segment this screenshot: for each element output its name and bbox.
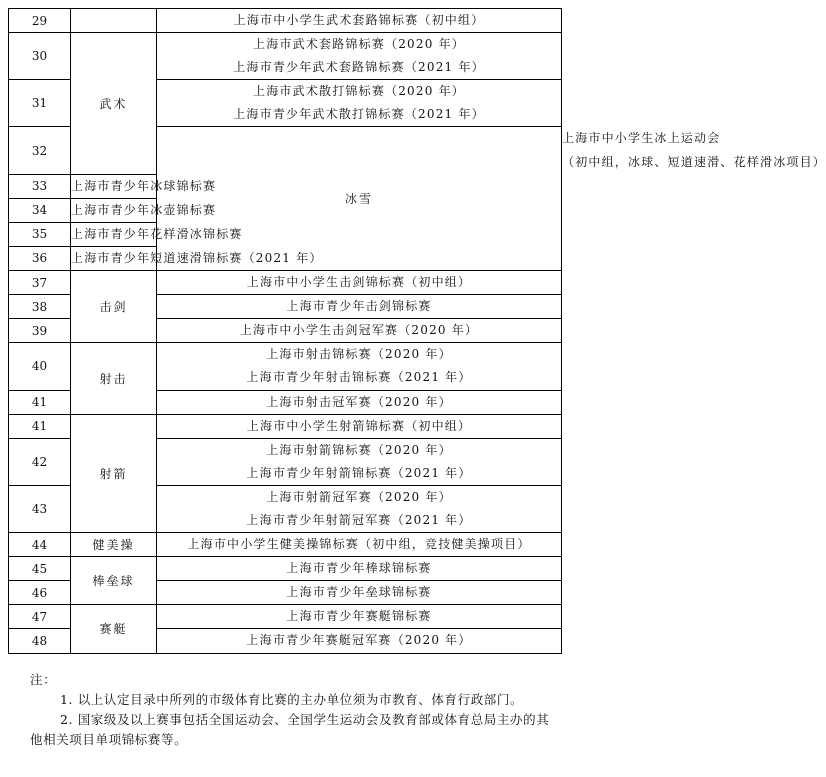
competition-name: 上海市射箭锦标赛（2020 年） <box>266 442 452 457</box>
row-number: 45 <box>9 557 71 581</box>
competition-name-cell <box>157 295 562 319</box>
row-number: 37 <box>9 271 71 295</box>
competition-name: 上海市青少年击剑锦标赛 <box>286 299 432 314</box>
competition-name: 上海市中小学生击剑锦标赛（初中组） <box>246 275 472 290</box>
competition-name-cell <box>157 533 562 557</box>
row-number: 42 <box>9 438 71 485</box>
row-number: 36 <box>9 246 71 270</box>
competition-name: 上海市青少年赛艇冠军赛（2020 年） <box>246 633 472 648</box>
competition-name-cell <box>157 581 562 605</box>
competition-name: 上海市青少年赛艇锦标赛 <box>286 609 432 624</box>
competition-name-cell <box>157 557 562 581</box>
row-number: 44 <box>9 533 71 557</box>
row-number: 41 <box>9 390 71 414</box>
competition-name-cell <box>157 485 562 532</box>
row-number: 41 <box>9 414 71 438</box>
row-number: 29 <box>9 9 71 33</box>
notes-section <box>30 670 555 750</box>
row-number: 33 <box>9 174 71 198</box>
table-row <box>9 533 562 557</box>
competition-name: 上海市青少年射箭冠军赛（2021 年） <box>246 512 472 527</box>
competition-name-cell <box>157 271 562 295</box>
table-row <box>9 557 562 581</box>
competition-name: 上海市青少年射箭锦标赛（2021 年） <box>246 465 472 480</box>
row-number: 30 <box>9 33 71 80</box>
sport-project: 冰雪 <box>157 127 562 271</box>
sport-project: 击剑 <box>71 271 157 343</box>
sport-project: 武术 <box>71 33 157 175</box>
row-number: 35 <box>9 222 71 246</box>
note-item-2: 2. 国家级及以上赛事包括全国运动会、全国学生运动会及教育部或体育总局主办的其他相关项目单项锦标赛等。 <box>30 712 550 747</box>
competition-name-cell <box>157 343 562 390</box>
competition-name-cell <box>157 9 562 33</box>
sport-project: 射击 <box>71 343 157 414</box>
competition-table-body <box>9 9 826 654</box>
table-row <box>9 33 562 80</box>
competition-name: 上海市射箭冠军赛（2020 年） <box>266 489 452 504</box>
competition-name-cell <box>157 438 562 485</box>
table-row: 32 冰雪 上海市中小学生冰上运动会 （初中组，冰球、短道速滑、花样滑冰项目） <box>9 127 562 174</box>
table-row <box>9 271 562 295</box>
competition-name-cell <box>157 605 562 629</box>
competition-name: 上海市中小学生武术套路锦标赛（初中组） <box>233 13 485 27</box>
competition-name: 上海市射击锦标赛（2020 年） <box>266 347 452 362</box>
competition-name: 上海市中小学生健美操锦标赛（初中组，竞技健美操项目） <box>187 537 531 552</box>
competition-name-cell <box>71 174 217 198</box>
competition-name-cell <box>157 319 562 343</box>
row-number: 47 <box>9 605 71 629</box>
notes-heading: 注： <box>30 672 57 687</box>
competition-name: 上海市青少年冰球锦标赛 <box>71 178 217 193</box>
competition-name: 上海市武术套路锦标赛（2020 年） <box>253 37 465 52</box>
row-number: 31 <box>9 80 71 127</box>
competition-name: 上海市青少年短道速滑锦标赛（2021 年） <box>71 250 323 265</box>
competition-table <box>8 8 826 654</box>
competition-name-cell <box>71 246 323 270</box>
row-number: 32 <box>9 127 71 174</box>
competition-name-cell <box>157 390 562 414</box>
sport-project: 健美操 <box>71 533 157 557</box>
competition-name: 上海市武术散打锦标赛（2020 年） <box>253 84 465 99</box>
sport-project-empty <box>71 9 157 33</box>
competition-name-cell <box>157 33 562 80</box>
competition-name: 上海市青少年武术套路锦标赛（2021 年） <box>233 60 485 75</box>
competition-name-cell <box>71 198 217 222</box>
competition-name-cell <box>157 414 562 438</box>
competition-name: 上海市青少年花样滑冰锦标赛 <box>71 226 243 241</box>
sport-project: 赛艇 <box>71 605 157 653</box>
note-item-1: 1. 以上认定目录中所列的市级体育比赛的主办单位须为市教育、体育行政部门。 <box>60 692 524 707</box>
competition-name: 上海市青少年冰壶锦标赛 <box>71 202 217 217</box>
sport-project: 射箭 <box>71 414 157 532</box>
competition-name: 上海市中小学生射箭锦标赛（初中组） <box>246 418 472 433</box>
competition-name-cell <box>157 80 562 127</box>
row-number: 34 <box>9 198 71 222</box>
table-row <box>9 9 562 33</box>
row-number: 38 <box>9 295 71 319</box>
competition-name: 上海市青少年垒球锦标赛 <box>286 585 432 600</box>
competition-name: 上海市青少年武术散打锦标赛（2021 年） <box>233 107 485 122</box>
row-number: 48 <box>9 629 71 653</box>
sport-project: 棒垒球 <box>71 557 157 605</box>
row-number: 39 <box>9 319 71 343</box>
table-row <box>9 414 562 438</box>
competition-name: 上海市射击冠军赛（2020 年） <box>266 394 452 409</box>
table-row <box>9 343 562 390</box>
table-row <box>9 605 562 629</box>
competition-name: 上海市青少年射击锦标赛（2021 年） <box>246 370 472 385</box>
row-number: 40 <box>9 343 71 390</box>
competition-name: 上海市中小学生击剑冠军赛（2020 年） <box>239 323 479 338</box>
competition-name-cell <box>71 222 243 246</box>
row-number: 46 <box>9 581 71 605</box>
competition-name-cell <box>157 629 562 653</box>
row-number: 43 <box>9 485 71 532</box>
competition-name: 上海市青少年棒球锦标赛 <box>286 561 432 576</box>
